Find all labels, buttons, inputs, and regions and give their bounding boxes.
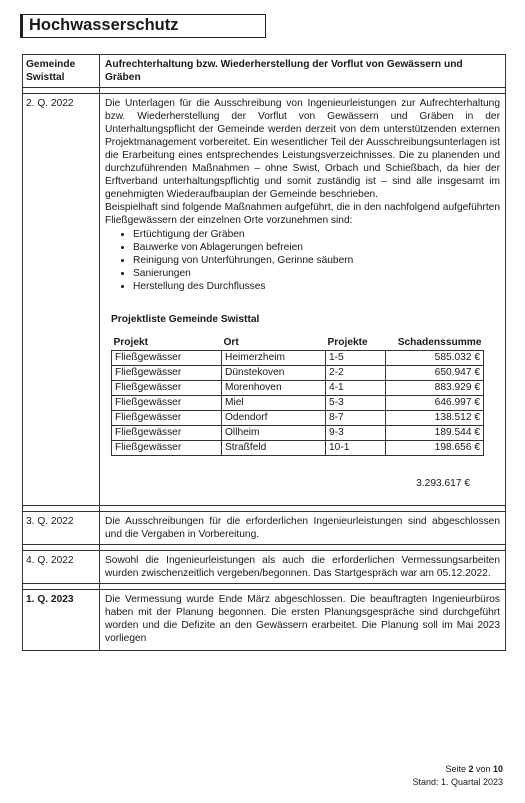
cell-damage: 189.544 € [386,426,484,441]
cell-damage: 650.947 € [386,366,484,381]
cell-place: Ollheim [222,426,326,441]
list-item: • Ertüchtigung der Gräben [133,228,500,241]
column-header: Ort [223,337,239,348]
list-item: • Herstellung des Durchflusses [133,280,500,293]
paragraph: Die Unterlagen für die Ausschreibung von Ingenieurleistungen zur Aufrechterhaltung bzw. Wiederherstellung der Vorflut von Gewässern und Gräben in der Unterhaltungspflicht der Gemeinde werden derzeit von dem unterstützenden externen Projektmanagement vorbereitet. Ein wesentlicher Teil der Ausschreibungsunterlagen ist die Erarbeitung eines entsprechendes Leistungsverzeichnisses. Die zu planenden und durchzuführenden Maßnahmen – ohne Swist, Orbach und Schießbach, da hier der Erftverband unterhaltungspflichtig und somit zuständig ist – sind alle insgesamt im genehmigten Wiederaufbauplan der Gemeinde beschrieben. [105,98,500,200]
column-header: Projekt [113,337,149,348]
cell-place: Odendorf [222,411,326,426]
quarter-cell: 2. Q. 2022 [23,94,100,506]
quarter-cell: 3. Q. 2022 [23,512,100,545]
cell-place: Heimerzheim [222,351,326,366]
table-row-q4-2022 [23,551,506,584]
column-header: Projekte [327,337,368,348]
content-cell: Sowohl die Ingenieurleistungen als auch die erforderlichen Vermessungsarbeiten wurden zwischenzeitlich vergeben/begonnen. Das Startgespräch war am 05.12.2022. [100,551,506,584]
content-cell: Die Ausschreibungen für die erforderlichen Ingenieurleistungen sind abgeschlossen und die Vergaben in Vorbereitung. [100,512,506,545]
cell-projects: 8-7 [326,411,386,426]
list-item: • Bauwerke von Ablagerungen befreien [133,241,500,254]
table-row [112,351,484,366]
cell-place: Straßfeld [222,441,326,456]
table-row [112,366,484,381]
page-title: Hochwasserschutz [29,16,179,34]
cell-damage: 883.929 € [386,381,484,396]
cell-damage: 198.656 € [386,441,484,456]
content-cell [100,94,506,506]
cell-project: Fließgewässer [112,426,222,441]
cell-place: Dünstekoven [222,366,326,381]
quarter-cell: 1. Q. 2023 [23,590,100,651]
cell-place: Morenhoven [222,381,326,396]
cell-projects: 2-2 [326,366,386,381]
cell-projects: 10-1 [326,441,386,456]
table-row-q2-2022 [23,94,506,506]
measures-list [105,228,500,293]
paragraph: Beispielhaft sind folgende Maßnahmen aufgeführt, die in den nachfolgend aufgeführten Fließgewässern der einzelnen Orte vorzunehmen sind: [105,202,500,226]
project-list-table [111,336,484,456]
total-sum: 3.293.617 € [416,478,470,489]
table-row-q1-2023 [23,590,506,651]
table-row [112,396,484,411]
page-total: 10 [492,764,503,774]
table-row [112,426,484,441]
cell-project: Fließgewässer [112,396,222,411]
cell-project: Fließgewässer [112,411,222,426]
header-municipality: Gemeinde Swisttal [23,55,100,88]
list-item: • Reinigung von Unterführungen, Gerinne säubern [133,254,500,267]
cell-project: Fließgewässer [112,381,222,396]
page-number [445,764,503,774]
header-measure: Aufrechterhaltung bzw. Wiederherstellung der Vorflut von Gewässern und Gräben [100,55,506,88]
cell-projects: 9-3 [326,426,386,441]
project-list-title: Projektliste Gemeinde Swisttal [111,314,260,325]
table-row [112,411,484,426]
cell-project: Fließgewässer [112,441,222,456]
list-item: • Sanierungen [133,267,500,280]
status-line: Stand: 1. Quartal 2023 [412,777,503,787]
quarter-cell: 4. Q. 2022 [23,551,100,584]
column-header: Schadenssumme [397,337,482,348]
project-table-header [112,336,484,351]
cell-project: Fließgewässer [112,366,222,381]
cell-project: Fließgewässer [112,351,222,366]
table-row-q3-2022 [23,512,506,545]
page-separator: von [473,764,493,774]
page-prefix: Seite [445,764,469,774]
cell-projects: 4-1 [326,381,386,396]
cell-projects: 5-3 [326,396,386,411]
cell-place: Miel [222,396,326,411]
table-row [112,381,484,396]
page-current: 2 [468,764,474,774]
title-box [20,14,266,38]
table-row [112,441,484,456]
cell-damage: 646.997 € [386,396,484,411]
table-header-row [23,55,506,88]
content-cell: Die Vermessung wurde Ende März abgeschlossen. Die beauftragten Ingenieurbüros haben mit der Planung begonnen. Die ersten Planungsgespräche sind durchgeführt worden und die Defizite an den Gewässern erarbeitet. Die Planung soll im Mai 2023 vorliegen [100,590,506,651]
cell-projects: 1-5 [326,351,386,366]
cell-damage: 585.032 € [386,351,484,366]
progress-table [22,54,506,651]
cell-damage: 138.512 € [386,411,484,426]
